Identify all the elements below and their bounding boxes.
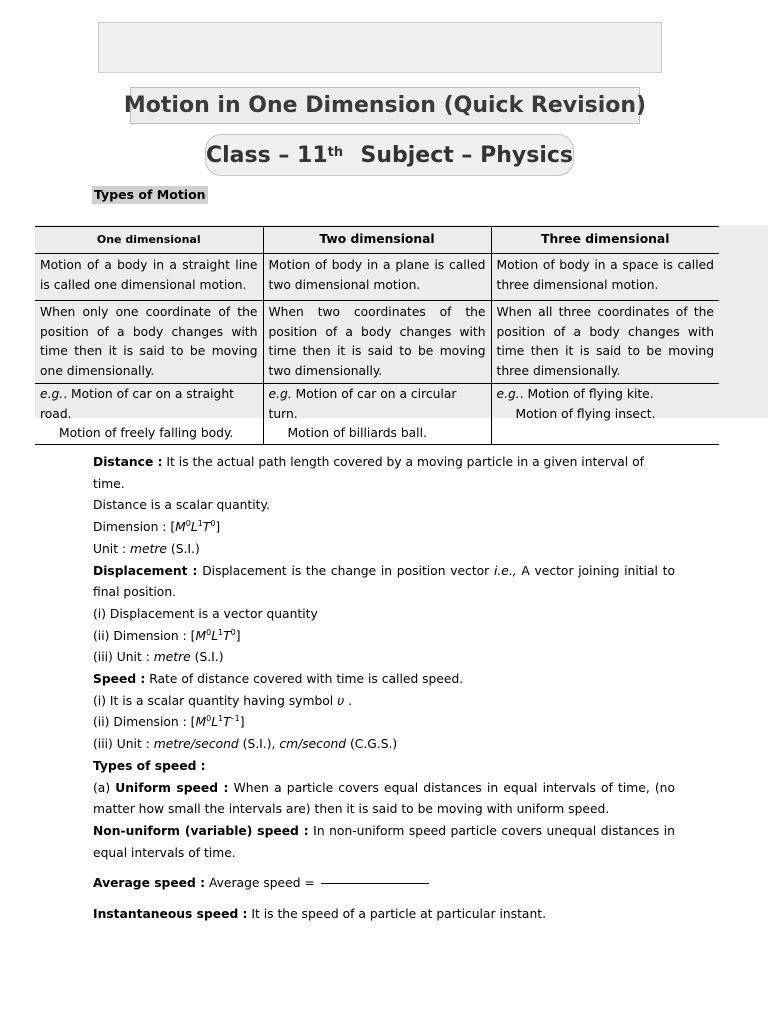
uniform-speed-definition: (a) Uniform speed : When a particle covers equal distances in equal intervals of time, (no matter how small the intervals are) then it is said to be moving with uniform speed. <box>93 780 675 817</box>
displacement-dimension: (ii) Dimension : $[M^0L^1T^0]$ <box>93 627 241 643</box>
distance-dimension: Dimension : $[M^0L^1T^0]$ <box>93 519 221 535</box>
table-cell: Motion of body in a plane is called two dimensional motion. <box>263 254 491 301</box>
distance-definition: Distance : It is the actual path length covered by a moving particle in a given interval of time. <box>93 455 644 491</box>
distance-scalar: Distance is a scalar quantity. <box>93 498 270 513</box>
speed-dimension: (ii) Dimension : $[M^0L^1T^{-1}]$ <box>93 714 245 730</box>
eg-label: e.g. <box>496 387 520 401</box>
displacement-point: (i) Displacement is a vector quantity <box>93 606 318 621</box>
example-text: Motion of flying insect. <box>515 406 656 421</box>
eg-label: e.g. <box>268 387 292 401</box>
distance-unit: Unit : metre (S.I.) <box>93 541 200 556</box>
eg-label: e.g. <box>40 387 64 401</box>
column-header: Two dimensional <box>263 227 491 254</box>
subject-label: Subject – Physics <box>360 142 573 168</box>
speed-definition: Speed : Rate of distance covered with time is called speed. <box>93 672 464 687</box>
class-superscript: th <box>327 144 344 160</box>
speed-symbol: υ <box>337 693 345 708</box>
table-cell <box>263 384 491 445</box>
example-text: Motion of car on a circular turn. <box>268 387 457 421</box>
table-header-row <box>35 227 719 254</box>
example-text: Motion of freely falling body. <box>59 426 234 440</box>
nonuniform-speed-definition: Non-uniform (variable) speed : In non-uniform speed particle covers unequal distances in equal intervals of time. <box>93 823 675 860</box>
instantaneous-speed-definition: Instantaneous speed : It is the speed of a particle at particular instant. <box>93 907 546 922</box>
types-of-motion-table <box>35 226 719 445</box>
speed-point: (i) It is a scalar quantity having symbol υ . <box>93 693 353 708</box>
example-text: . Motion of car on a straight road. <box>40 387 234 421</box>
table-cell: When two coordinates of the position of a body changes with time then it is said to be moving two dimensionally. <box>263 301 491 384</box>
table-cell <box>491 384 719 445</box>
table-cell: Motion of body in a space is called three dimensional motion. <box>491 254 719 301</box>
table-row <box>35 254 719 301</box>
class-subject-banner <box>205 134 574 176</box>
column-header: One dimensional <box>35 227 263 254</box>
average-speed-formula: Average speed : Average speed = <box>93 873 675 895</box>
displacement-unit: (iii) Unit : metre (S.I.) <box>93 650 224 665</box>
class-label: Class – 11 <box>206 142 328 168</box>
fraction-bar <box>321 883 429 884</box>
example-text: . Motion of flying kite. <box>519 387 654 401</box>
types-of-speed-heading: Types of speed : <box>93 758 206 773</box>
example-text: Motion of billiards ball. <box>287 426 427 440</box>
table-cell: When only one coordinate of the position of a body changes with time then it is said to be moving one dimensionally. <box>35 301 263 384</box>
column-header: Three dimensional <box>491 227 719 254</box>
displacement-definition: Displacement : Displacement is the change in position vector i.e., A vector joining initial to final position. <box>93 563 675 600</box>
notes-body <box>93 452 675 926</box>
page-title: Motion in One Dimension (Quick Revision) <box>130 87 640 124</box>
speed-unit: (iii) Unit : metre/second (S.I.), cm/second (C.G.S.) <box>93 737 398 752</box>
table-cell: Motion of a body in a straight line is called one dimensional motion. <box>35 254 263 301</box>
table-row <box>35 384 719 445</box>
table-row <box>35 301 719 384</box>
header-banner <box>98 22 662 73</box>
table-cell: When all three coordinates of the position of a body changes with time then it is said to be moving three dimensionally. <box>491 301 719 384</box>
types-of-motion-heading: Types of Motion <box>94 187 206 202</box>
table-cell <box>35 384 263 445</box>
